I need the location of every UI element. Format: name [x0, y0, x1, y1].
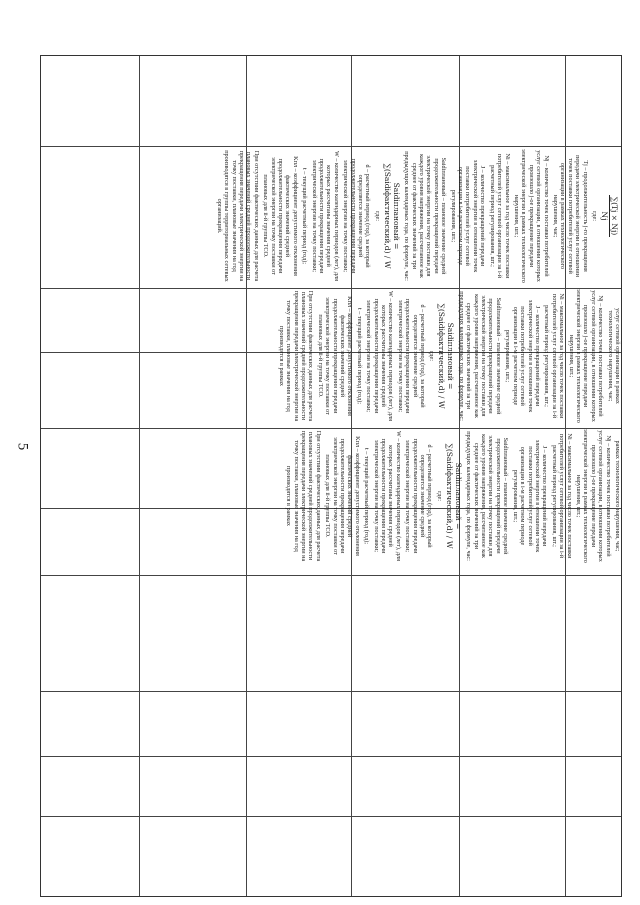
definition-w: W – количество календарных периодов (лет), для которых рассчитаны значения средней продолжительности прекращения передачи электрической энергии на точку поставки;	[365, 291, 395, 421]
definition-t: t – текущий расчетный период (год);	[363, 447, 371, 544]
formula-saidi-plan: Saidiплановый = ∑(Saidiфактический,d) / W	[444, 443, 463, 549]
definition-w: W – количество календарных периодов (лет), для которых рассчитаны значения средней продолжительности прекращения передачи электрической энергии на точку поставки;	[372, 431, 402, 561]
formula-saidi-actual: ∑(Tj × Nj) Nj	[600, 196, 619, 236]
definition-saidi-plan: Saidiплановый – плановое значение средней продолжительности прекращений передачи электрической энергии на точку поставки для каждого уровня напряжения, рассчитанное как среднее от фактических значений за три предыдущих календарных года, по формуле, час:	[457, 291, 502, 421]
definition-nj: Nj – количество точек поставки потребителей услуг сетевой организации, в отношении которых произошло j-ое прекращение передачи электрической энергии в рамках технологического нарушения, шт.;	[512, 149, 550, 283]
definition-kpl: Kпл – коэффициент допустимого отклонения фактических значений средней продолжительности прекращения передачи электрической энергии на точку поставки от плановых для ii-й группы ТСО.	[324, 436, 361, 556]
where-label: где:	[591, 211, 598, 221]
row-divider	[41, 816, 621, 817]
where-label: где:	[373, 211, 381, 221]
row-divider	[41, 756, 621, 757]
text-column-2	[41, 286, 623, 426]
row-divider	[41, 575, 621, 576]
note-paragraph: При отсутствии фактических данных для расчета плановых значений средней продолжительности прекращения передачи электрической энергии на точку поставки, плановые значения на год производятся в группы территориальных сетевых организаций.	[215, 150, 260, 282]
note-paragraph: При отсутствии фактических данных для расчета плановых значений средней продолжительности прекращения передачи электрической энергии на точку поставки, плановые значения на год производятся в рамках	[277, 290, 315, 422]
text-band	[41, 146, 623, 566]
definition-j: J – количество прекращений передачи электрической энергии в отношении точек поставки потребителей услуг сетевой организации в i-м расчетном периоде регулирования, шт.;	[511, 439, 549, 553]
definition-ni: Ni – максимальное за год число точек поставки потребителей услуг сетевой организации за i-й расчетный период регулирования, шт.;	[488, 153, 511, 279]
definition-kpl: Kпл – коэффициент допустимого отклонения фактических значений средней продолжительности прекращения передачи электрической энергии на точку поставки от плановых для ii-й группы ТСО.	[262, 156, 299, 276]
definition-d: d – расчетный период (год), за который определяется значение средней продолжительности прекращения передачи электрической энергии на точку поставки;	[342, 158, 372, 274]
definition-saidi-plan: Saidiплановый – плановое значение средней продолжительности прекращений передачи электрической энергии на точку поставки для каждого уровня напряжения, рассчитанное как среднее от фактических значений за три предыдущих календарных года, по формуле, час:	[465, 431, 510, 561]
definition-d: d – расчетный период (год), за который определяется значение средней продолжительности прекращения передачи электрической энергии на точку поставки;	[404, 438, 434, 554]
table-frame	[40, 55, 622, 897]
page-number: 5	[14, 442, 31, 451]
where-label: где:	[435, 491, 443, 501]
definition-nj: Nj – количество точек поставки потребителей услуг сетевой организации, в отношении которых произошло j-ое прекращение передачи электрической энергии в рамках технологического нарушения, шт.;	[567, 289, 605, 423]
note-paragraph: При отсутствии фактических данных для расчета плановых значений средней продолжительности прекращения передачи электрической энергии на точку поставки, плановые значения на год производятся в рамках	[285, 430, 322, 562]
definition-tj: Tj – продолжительность j-го прекращения передачи электрической энергии в отношении точек поставки потребителей услуг сетевой организации в рамках технологического нарушения, час;	[551, 155, 589, 277]
row-divider	[41, 691, 621, 692]
definition-t: t – текущий расчетный период (год);	[355, 307, 363, 404]
formula-saidi-plan: Saidiплановый = ∑(Saidiфактический,d) / W	[382, 163, 401, 269]
definition-ni: Ni – максимальное за год число точек поставки потребителей услуг сетевой организации за i-й расчетный период регулирования, шт.;	[550, 433, 573, 559]
definition-tj-cont: рамках технологического нарушения, час;	[614, 440, 621, 552]
definition-nj: Nj – количество точек поставки потребителей услуг сетевой организации, в отношении которых произошло j-ое прекращение передачи электрической энергии в рамках технологического нарушения, шт.;	[574, 429, 612, 563]
definition-t: t – текущий расчетный период (год);	[301, 167, 309, 264]
definition-d: d – расчетный период (год), за который определяется значение средней продолжительности прекращения передачи электрической энергии на точку поставки;	[396, 298, 427, 414]
definition-kpl: Kпл – коэффициент допустимого отклонения фактических значений средней продолжительности прекращения передачи электрической энергии на точку поставки от плановых для ii-й группы ТСО.	[316, 296, 354, 416]
where-label: где:	[428, 351, 436, 361]
definition-w: W – количество календарных периодов (лет), для которых рассчитаны значения средней продолжительности прекращения передачи электрической энергии на точку поставки;	[310, 151, 340, 281]
definition-ni: Ni – максимальное за год число точек поставки потребителей услуг сетевой организации за i-й расчетный период регулирования, шт.;	[543, 293, 566, 419]
text-column-3	[41, 426, 623, 566]
formula-saidi-plan: Saidiплановый = ∑(Saidiфактический,d) / W	[437, 303, 456, 409]
definition-saidi-plan: Saidiплановый – плановое значение средней продолжительности прекращений передачи электрической энергии на точку поставки для каждого уровня напряжения, рассчитанное как среднее от фактических значений за три предыдущих календарных года, по формуле, час:	[403, 151, 448, 281]
definition-j: J – количество прекращений передачи электрической энергии в отношении точек поставки потребителей услуг сетевой организации в i-м расчетном периоде регулирования, шт.;	[504, 299, 541, 413]
text-column-1	[41, 146, 623, 286]
definition-j: J – количество прекращений передачи электрической энергии в отношении точек поставки потребителей услуг сетевой организации в i-м расчетном периоде регулирования, шт.;	[449, 159, 487, 273]
definition-tj-cont: услуг сетевой организации в рамках технологического нарушения, час;	[606, 308, 621, 404]
